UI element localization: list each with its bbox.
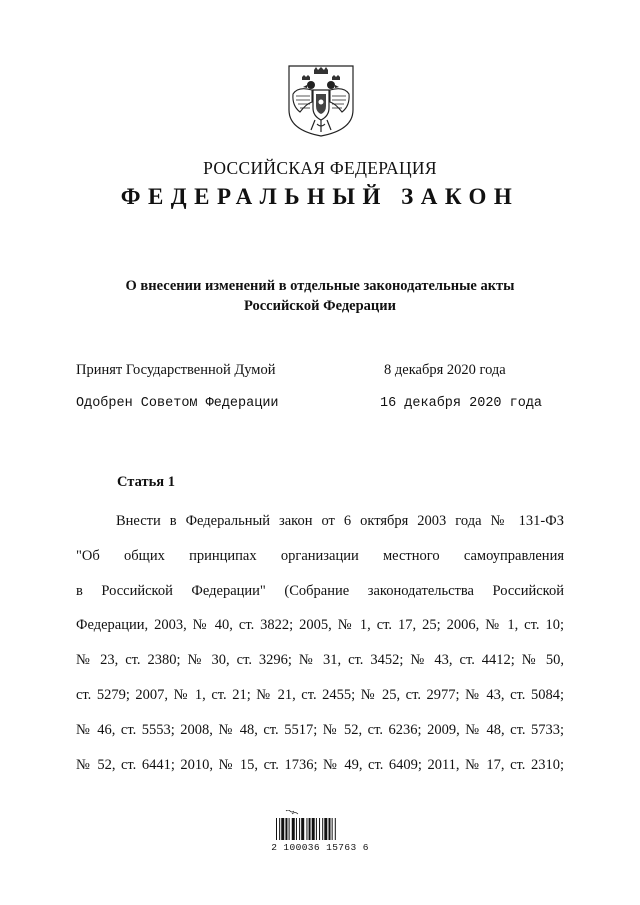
article-heading: Статья 1 [117, 474, 175, 490]
adopted-date: 8 декабря 2020 года [384, 362, 506, 378]
article-body-line: в Российской Федерации" (Собрание законодательства Российской [76, 582, 564, 599]
article-body-line: № 46, ст. 5553; 2008, № 48, ст. 5517; № 52, ст. 6236; 2009, № 48, ст. 5733; [76, 721, 564, 738]
approved-by-label: Одобрен Советом Федерации [76, 396, 279, 411]
article-body-line: "Об общих принципах организации местного самоуправления [76, 547, 564, 564]
approved-date: 16 декабря 2020 года [380, 396, 543, 411]
article-body-line: Федерации, 2003, № 40, ст. 3822; 2005, № 1, ст. 17, 25; 2006, № 1, ст. 10; [76, 617, 564, 634]
article-body-line: ст. 5279; 2007, № 1, ст. 21; № 21, ст. 2455; № 25, ст. 2977; № 43, ст. 5084; [76, 686, 564, 703]
article-body [76, 508, 564, 786]
russian-coat-of-arms-icon [286, 64, 356, 138]
document-title-line: Российской Федерации [243, 298, 396, 314]
document-title-line: О внесении изменений в отдельные законодательные акты [125, 278, 515, 294]
article-body-line: № 52, ст. 6441; 2010, № 15, ст. 1736; № 49, ст. 6409; 2011, № 17, ст. 2310; [76, 756, 564, 773]
document-title [60, 276, 580, 316]
document-type: ФЕДЕРАЛЬНЫЙ ЗАКОН [120, 184, 520, 209]
barcode-number: 2 100036 15763 6 [271, 842, 369, 853]
article-body-line: Внести в Федеральный закон от 6 октября 2003 года № 131-ФЗ [116, 513, 564, 529]
article-body-line: № 23, ст. 2380; № 30, ст. 3296; № 31, ст. 3452; № 43, ст. 4412; № 50, [76, 652, 564, 669]
adopted-by-label: Принят Государственной Думой [76, 362, 276, 378]
country-name: РОССИЙСКАЯ ФЕДЕРАЦИЯ [203, 158, 437, 178]
